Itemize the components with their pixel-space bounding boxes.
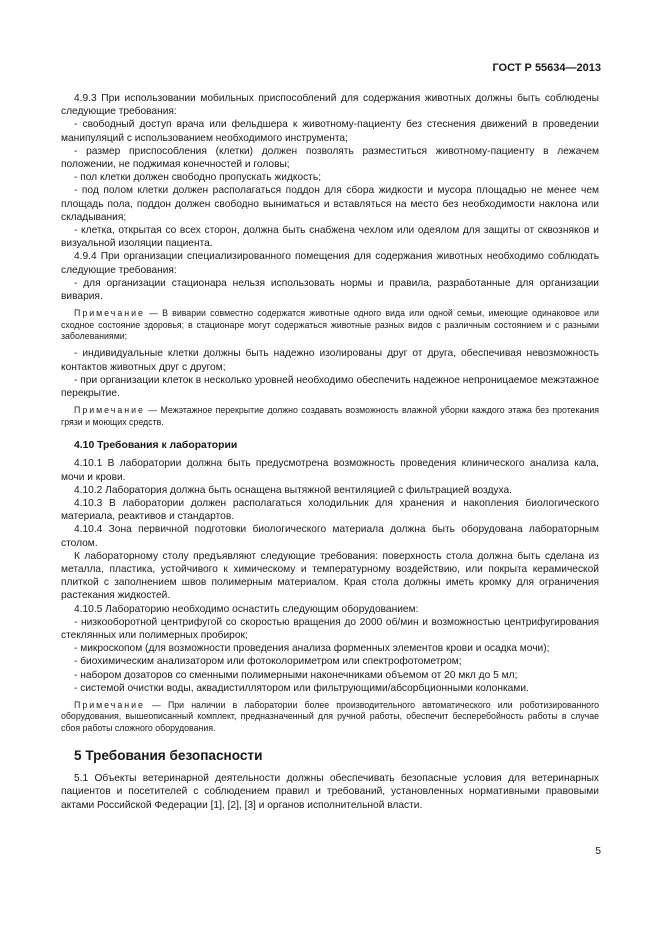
paragraph-lab-table: К лабораторному столу предъявляют следующие требования: поверхность стола должна быть сделана из металла, пластика, устойчивого к химическому и температурному воздействию, или покрыта керамической плиткой с заполнением швов полимерным материалом. Края стола должны иметь кромку для ограничения растекания жидкостей.: [61, 550, 599, 602]
list-item: - клетка, открытая со всех сторон, должна быть снабжена чехлом или одеялом для защиты от сквозняков и визуальной изоляции пациента.: [61, 225, 599, 250]
list-item: - биохимическим анализатором или фотоколориметром или спектрофотометром;: [74, 656, 462, 668]
list-item: - размер приспособления (клетки) должен позволять разместиться животному-пациенту в лежачем положении, не поджимая конечностей и головы;: [61, 145, 599, 171]
list-item: - набором дозаторов со сменными полимерными наконечниками объемом от 20 мкл до 5 мл;: [74, 669, 518, 681]
list-item: - низкооборотной центрифугой со скоростью вращения до 2000 об/мин и возможностью центрифугирования стеклянных или полимерных пробирок;: [61, 616, 599, 641]
paragraph-4-10-2: 4.10.2 Лаборатория должна быть оснащена вытяжной вентиляцией с фильтрацией воздуха.: [74, 484, 513, 496]
note-text: — При наличии в лаборатории более производительного автоматического или роботизированного оборудования, вышеописанный комплект, предназначенный для ручной работы, обеспечит бесперебойность работы в случае сбоя работы сложного оборудования.: [61, 699, 599, 733]
page-content: [61, 92, 599, 812]
section-heading-4-10: 4.10 Требования к лаборатории: [74, 440, 238, 452]
list-item: - микроскопом (для возможности проведения анализа форменных элементов крови и осадка мочи);: [74, 643, 550, 655]
paragraph-4-10-3: 4.10.3 В лаборатории должен располагаться холодильник для хранения и накопления биологического материала, реактивов и стандартов.: [61, 497, 599, 523]
note-label: Примечание: [74, 405, 145, 416]
paragraph-5-1: 5.1 Объекты ветеринарной деятельности должны обеспечивать безопасные условия для ветеринарных пациентов и посетителей с соблюдением правил и требований, установленных нормативными правовыми актами Российской Федерации [1], [2], [3] и органов исполнительной власти.: [61, 773, 599, 811]
list-item: - под полом клетки должен располагаться поддон для сбора жидкости и мусора площадью не менее чем площадь пола, поддон должен свободно выниматься и вставляться на место без необходимости наклона или складывания;: [61, 185, 599, 223]
list-item: - для организации стационара нельзя использовать нормы и правила, разработанные для организации вивария.: [61, 277, 599, 303]
note-equipment: [61, 700, 599, 734]
note-vivarium: [61, 308, 599, 342]
section-heading-5: 5 Требования безопасности: [74, 748, 263, 764]
note-floor: [61, 405, 599, 428]
note-label: Примечание: [74, 308, 145, 319]
standard-number: ГОСТ Р 55634—2013: [492, 62, 601, 74]
note-text: — В виварии совместно содержатся животные одного вида или одной семьи, имеющие одинаковое или сходное состояние здоровья; в стационаре могут содержаться животные разных видов с различным состоянием и с разными заболеваниями;: [61, 308, 599, 342]
list-item: - при организации клеток в несколько уровней необходимо обеспечить надежное непроницаемое межэтажное перекрытие.: [61, 374, 599, 400]
list-item: - индивидуальные клетки должны быть надежно изолированы друг от друга, обеспечивая невозможность контактов животных друг с другом;: [61, 348, 599, 373]
paragraph-4-10-1: 4.10.1 В лаборатории должна быть предусмотрена возможность проведения клинического анализа кала, мочи и крови.: [61, 458, 599, 483]
paragraph-4-10-4: 4.10.4 Зона первичной подготовки биологического материала должна быть оборудована лабораторным столом.: [61, 524, 599, 549]
note-label: Примечание: [74, 699, 145, 710]
note-text: — Межэтажное перекрытие должно создавать возможность влажной уборки каждого этажа без протекания грязи и моющих средств.: [61, 405, 599, 427]
page-number: 5: [595, 846, 601, 857]
paragraph-4-9-4: 4.9.4 При организации специализированного помещения для содержания животных необходимо соблюдать следующие требования:: [61, 251, 599, 276]
paragraph-4-9-3: 4.9.3 При использовании мобильных приспособлений для содержания животных должны быть соблюдены следующие требования:: [61, 93, 599, 118]
list-item: - системой очистки воды, аквадистиллятором или фильтрующими/абсорбционными колонками.: [74, 682, 529, 694]
paragraph-4-10-5: 4.10.5 Лабораторию необходимо оснастить следующим оборудованием:: [74, 603, 419, 615]
list-item: - пол клетки должен свободно пропускать жидкость;: [74, 172, 322, 184]
list-item: - свободный доступ врача или фельдшера к животному-пациенту без стеснения движений в проведении манипуляций с использованием необходимого инструмента;: [61, 119, 599, 144]
